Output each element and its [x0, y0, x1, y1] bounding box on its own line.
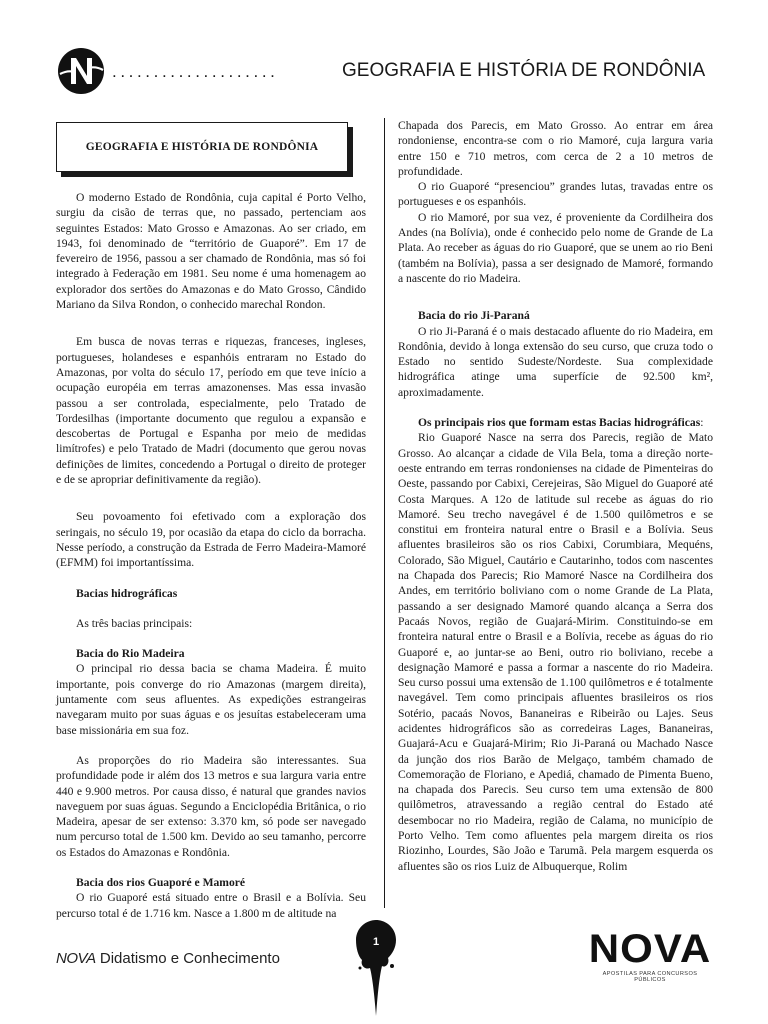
ink-splat-icon [356, 920, 396, 1016]
subheading-principais-colon: : [700, 416, 704, 430]
paragraph: O rio Guaporé “presenciou” grandes lutas, travadas entre os portugueses e os espanhóis. [398, 180, 713, 209]
right-column [398, 118, 713, 874]
footer-tagline: Didatismo e Conhecimento [95, 950, 280, 967]
page-number: 1 [372, 936, 380, 948]
paragraph: O moderno Estado de Rondônia, cuja capital é Porto Velho, surgiu da cisão de terras que, no passado, pertenciam aos seguintes Estados: Mato Grosso e Amazonas. Ao ser criado, em 1943, foi denominado de “território de Guaporé”. Em 17 de fevereiro de 1956, passou a ser chamado de Rondônia, mas só foi integrado à Federação em 1981. Seu nome é uma homenagem ao explorador dos sertões do Amazonas e do Mato Grosso, Cândido Mariano da Silva Rondon, o conhecido marechal Rondon. [56, 191, 366, 312]
nova-n-logo-icon [56, 46, 106, 96]
paragraph: Chapada dos Parecis, em Mato Grosso. Ao entrar em área rondoniense, encontra-se com o rio Mamoré, cuja largura varia entre 150 e 710 metros, com cerca de 2 a 10 metros de profundidade. [398, 119, 713, 178]
subheading-jiparana: Bacia do rio Ji-Paraná [418, 309, 530, 323]
nova-logo-subtitle: APOSTILAS PARA CONCURSOS PÚBLICOS [602, 971, 698, 983]
paragraph: Rio Guaporé Nasce na serra dos Parecis, região de Mato Grosso. Ao alcançar a cidade de Vila Bela, toma a direção norte-oeste entrando em terras rondonienses na cidade de Pimenteiras do Oeste, passando por Cabixi, Cerejeiras, São Miguel do Guaporé até Costa Marques. A 12o de latitude sul recebe as águas do rio Mamoré. Seu trecho navegável é de 1.500 quilômetros e se constitui em fronteira natural entre o Brasil e a Bolívia. Seus afluentes brasileiros são os rios Cabixi, Corumbiara, Mequéns, Colorado, São Miguel, Cautário e Cautarinho, todos com nascentes na Chapada dos Parecis; Rio Mamoré Nasce na Cordilheira dos Andes, em território boliviano com o nome Grande de La Plata, passando a ser designado Mamoré quando alcança a Serra dos Pacaás Novos, região de Guajará-Mirim. Constituindo-se em fronteira natural entre o Brasil e a Bolívia, recebe as águas do rio Guaporé e, ao juntar-se ao Beni, outro rio boliviano, recebe a designação Mamoré e passa a formar a nascente do rio Madeira. Seu curso possui uma extensão de 1.100 quilômetros e é totalmente navegável. Tem como principais afluentes brasileiros os rios Sotério, pacaás Novos, Bananeiras e Ribeirão ou Lajes. Seus acidentes hidrográficos são as corredeiras Lages, Bananeiras, Guajará-Acu e Guajará-Mirim; Rio Ji-Paraná ou Machado Nasce da junção dos rios Barão de Melgaço, também chamado de Comemoração de Floriano, e Apediá, chamado de Pimenta Bueno, na chapada dos Parecis. Seu curso tem uma extensão de 800 quilômetros, atravessando a região central do Estado até desembocar no rio Madeira, região de Calama, no município de Porto Velho. Tem como afluentes pela margem direita os rios Riozinho, Lourdes, São João e Tarumã. Pela margem esquerda os afluentes são os rios Luiz de Albuquerque, Rolim [398, 431, 713, 873]
footer-brand: NOVA [56, 950, 96, 967]
paragraph: Em busca de novas terras e riquezas, franceses, ingleses, portugueses, holandeses e espanhóis entraram no Estado do Amazonas, por volta do século 17, período em que teve início a ocupação européia em terras amazonenses. Mas essa invasão passou a ser controlada, especialmente, pelo Tratado de Tordesilhas (importante documento que regulou a expansão e descobertas de Portugal e Espanha por meio de medidas limítrofes) e pelo Tratado de Madri (documento que gerou novas definições de limites, concedendo a Portugal o direito de proteger e de se apropriar definitivamente da região). [56, 335, 366, 487]
page-header [0, 0, 768, 110]
subheading-principais [398, 415, 713, 430]
subheading-bacias: Bacias hidrográficas [76, 586, 178, 600]
paragraph: Seu povoamento foi efetivado com a exploração dos seringais, no século 19, por ocasião da etapa do ciclo da borracha. Nesse período, a construção da Estrada de Ferro Madeira-Mamoré (EFMM) foi importantíssima. [56, 510, 366, 570]
header-title: GEOGRAFIA E HISTÓRIA DE RONDÔNIA [342, 60, 706, 81]
nova-brand-logo [588, 928, 712, 990]
subheading-guapore: Bacia dos rios Guaporé e Mamoré [76, 875, 246, 889]
column-divider [384, 118, 385, 908]
header-leader-dots: .................... [112, 62, 279, 81]
nova-logo-word: NOVA [588, 927, 712, 971]
left-column [56, 190, 366, 921]
paragraph: As três bacias principais: [76, 616, 193, 630]
subheading-madeira: Bacia do Rio Madeira [76, 647, 185, 661]
footer-brand-line [56, 950, 280, 967]
paragraph: O rio Mamoré, por sua vez, é proveniente da Cordilheira dos Andes (na Bolívia), onde é conhecido pelo nome de Grande de La Plata. Ao receber as águas do rio Guaporé, que se unem ao rio Beni (também na Bolívia), passa a ser designado de Mamoré, formando a nascente do rio Madeira. [398, 210, 713, 285]
subheading-principais-text: Os principais rios que formam estas Bacias hidrográficas [418, 416, 701, 430]
paragraph: O principal rio dessa bacia se chama Madeira. É muito importante, pois converge do rio Amazonas (margem direita), juntamente com seus afluentes. As expedições estrangeiras navegaram muito por suas águas e os jesuítas estabeleceram uma base missionária em sua foz. [56, 662, 366, 737]
paragraph: As proporções do rio Madeira são interessantes. Sua profundidade pode ir além dos 13 metros e sua largura varia entre 440 e 9.900 metros. Por causa disso, é natural que grandes navios naveguem por suas águas. Segundo a Enciclopédia Britânica, o rio Madeira, apesar de ser extenso: 3.370 km, só pode ser navegado num percurso total de 1.500 km. Devido ao seu tamanho, percorre os Estados do Amazonas e Rondônia. [56, 753, 366, 859]
section-title-box [56, 122, 348, 172]
paragraph: O rio Ji-Paraná é o mais destacado afluente do rio Madeira, em Rondônia, devido à longa extensão do seu curso, que cruza todo o Estado no sentido Sudeste/Nordeste. Sua complexidade hidrográfica atinge uma superfície de 92.500 km², aproximadamente. [398, 324, 713, 399]
section-title: GEOGRAFIA E HISTÓRIA DE RONDÔNIA [85, 141, 319, 153]
page-number-splat [352, 918, 400, 1018]
paragraph: O rio Guaporé está situado entre o Brasil e a Bolívia. Seu percurso total é de 1.716 km. Nasce a 1.800 m de altitude na [56, 891, 366, 920]
